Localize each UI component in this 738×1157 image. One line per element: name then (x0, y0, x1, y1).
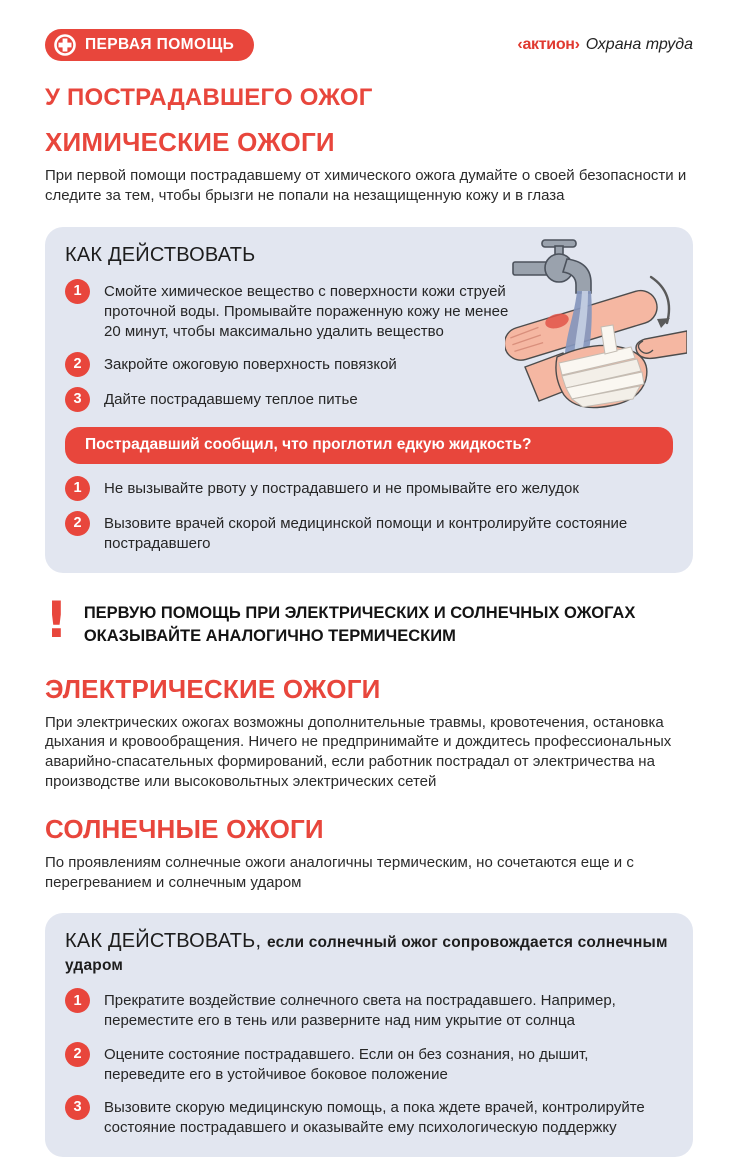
medical-cross-icon (54, 34, 76, 56)
chemical-answer-steps (65, 477, 673, 554)
step-item (65, 477, 673, 501)
step-text: Смойте химическое вещество с поверхности кожи струей проточной воды. Промывайте пораженную кожу не менее 20 минут, чтобы максимально удалить вещество (104, 282, 509, 340)
faucet-icon (513, 240, 591, 293)
card-title-main: КАК ДЕЙСТВОВАТЬ, (65, 930, 262, 953)
step-number-badge: 2 (65, 511, 90, 536)
step-number-badge: 2 (65, 352, 90, 377)
step-item (65, 512, 673, 554)
warning-note (45, 591, 693, 650)
warning-text: ПЕРВУЮ ПОМОЩЬ ПРИ ЭЛЕКТРИЧЕСКИХ И СОЛНЕЧНЫХ ОЖОГАХ ОКАЗЫВАЙТЕ АНАЛОГИЧНО ТЕРМИЧЕСКИМ (83, 604, 636, 645)
step-number-badge: 1 (65, 279, 90, 304)
chemical-intro-paragraph: При первой помощи пострадавшему от химического ожога думайте о своей безопасности и следите за тем, чтобы брызги не попали на незащищенную кожу и в глаза (45, 167, 687, 204)
card-title-subtitle: если солнечный ожог сопровождается солнечным ударом (65, 934, 668, 975)
step-number-badge: 3 (65, 387, 90, 412)
brand-logo (517, 36, 693, 54)
step-number-badge: 3 (65, 1095, 90, 1120)
card-title: КАК ДЕЙСТВОВАТЬ (65, 243, 256, 266)
step-text: Вызовите врачей скорой медицинской помощи и контролируйте состояние пострадавшего (104, 514, 628, 552)
step-item (65, 1043, 673, 1085)
step-number-badge: 2 (65, 1042, 90, 1067)
step-text: Закройте ожоговую поверхность повязкой (104, 355, 397, 373)
step-number-badge: 1 (65, 476, 90, 501)
question-banner: Пострадавший сообщил, что проглотил едкую жидкость? (65, 427, 673, 464)
header (45, 30, 693, 60)
section-heading-electrical: ЭЛЕКТРИЧЕСКИЕ ОЖОГИ (45, 673, 381, 704)
step-item (65, 989, 673, 1031)
electrical-paragraph: При электрических ожогах возможны дополнительные травмы, кровотечения, остановка дыхания и кровообращения. Ничего не предпринимайте и дождитесь профессиональных аварийно-спасательных формирований, если работник пострадал от электричества на производстве или высоковольтных электрических сетей (45, 713, 672, 790)
step-text: Вызовите скорую медицинскую помощь, а пока ждете врачей, контролируйте состояние пострадавшего и оказывайте ему психологическую поддержку (104, 1098, 645, 1136)
logo-brand-text: ‹актион› (517, 36, 580, 53)
page-title: У ПОСТРАДАВШЕГО ОЖОГ (45, 84, 373, 111)
solar-steps (65, 989, 673, 1138)
how-to-card-solar (45, 913, 693, 1157)
step-text: Не вызывайте рвоту у пострадавшего и не промывайте его желудок (104, 479, 579, 497)
section-heading-solar: СОЛНЕЧНЫЕ ОЖОГИ (45, 813, 324, 844)
solar-paragraph: По проявлениям солнечные ожоги аналогичны термическим, но сочетаются еще и с перегреванием и солнечным ударом (45, 853, 634, 891)
step-text: Прекратите воздействие солнечного света на пострадавшего. Например, переместите его в тень или разверните над ним укрытие от солнца (104, 992, 616, 1030)
how-to-card-chemical (45, 227, 693, 573)
first-aid-badge (45, 29, 254, 61)
card-title (65, 930, 673, 976)
step-number-badge: 1 (65, 988, 90, 1013)
exclamation-icon: ! (45, 591, 68, 650)
rinse-and-bandage-illustration (505, 235, 687, 413)
step-item (65, 1096, 673, 1138)
step-text: Дайте пострадавшему теплое питье (104, 390, 358, 408)
section-heading-chemical: ХИМИЧЕСКИЕ ОЖОГИ (45, 127, 335, 157)
badge-label: ПЕРВАЯ ПОМОЩЬ (85, 36, 235, 53)
step-text: Оцените состояние пострадавшего. Если он без сознания, но дышит, переведите его в устойчивое боковое положение (104, 1045, 589, 1083)
logo-suffix-text: Охрана труда (585, 36, 693, 53)
